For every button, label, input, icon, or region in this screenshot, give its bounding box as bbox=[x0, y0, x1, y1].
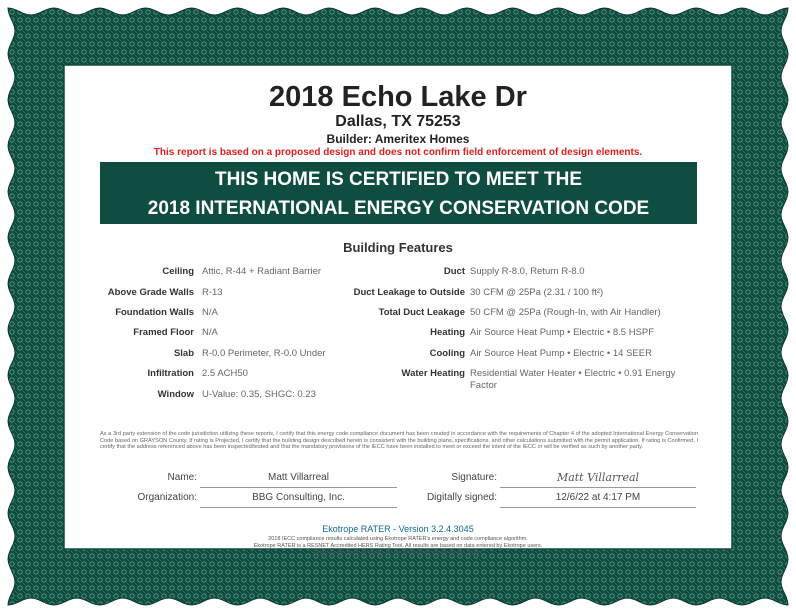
feature-label: Cooling bbox=[429, 348, 465, 359]
feature-value: 2.5 ACH50 bbox=[202, 368, 248, 379]
footer-line-3: Ekotrope disclaims all liability for the information shown on this report. bbox=[313, 550, 483, 556]
feature-value: N/A bbox=[202, 307, 218, 318]
feature-value: R-13 bbox=[202, 287, 223, 298]
name-label: Name: bbox=[167, 472, 197, 483]
address-street: 2018 Echo Lake Dr bbox=[269, 81, 527, 113]
name-underline bbox=[200, 487, 397, 488]
feature-label: Foundation Walls bbox=[115, 307, 194, 318]
feature-value: Air Source Heat Pump • Electric • 8.5 HSPF bbox=[470, 327, 655, 338]
footer-line-1: 2018 IECC compliance results calculated using Ekotrope RATER's energy and code compliance algorithm. bbox=[268, 536, 528, 542]
banner-line-2: 2018 INTERNATIONAL ENERGY CONSERVATION CODE bbox=[147, 198, 650, 219]
feature-value: 30 CFM @ 25Pa (2.31 / 100 ft²) bbox=[470, 287, 604, 298]
feature-label: Above Grade Walls bbox=[107, 287, 194, 298]
certification-banner bbox=[100, 162, 697, 224]
rater-name: Matt Villarreal bbox=[268, 472, 329, 483]
footer-line-2: Ekotrope RATER is a RESNET Accredited HERS Rating Tool. All results are based on data entered by Ekotrope users. bbox=[253, 543, 543, 549]
digitally-signed-label: Digitally signed: bbox=[426, 492, 497, 503]
feature-label: Water Heating bbox=[401, 368, 465, 379]
signature-label: Signature: bbox=[451, 472, 497, 483]
rater-signature: Matt Villarreal bbox=[556, 471, 640, 484]
feature-label: Duct bbox=[443, 266, 465, 277]
software-version: Ekotrope RATER - Version 3.2.4.3045 bbox=[322, 524, 474, 534]
feature-label: Window bbox=[157, 389, 194, 400]
feature-label: Total Duct Leakage bbox=[378, 307, 465, 318]
signed-date-underline bbox=[500, 507, 696, 508]
rater-organization: BBG Consulting, Inc. bbox=[252, 492, 345, 503]
signed-date: 12/6/22 at 4:17 PM bbox=[555, 492, 641, 503]
feature-label: Slab bbox=[173, 348, 194, 359]
feature-value: Supply R-8.0, Return R-8.0 bbox=[470, 266, 585, 277]
feature-label: Framed Floor bbox=[133, 327, 194, 338]
feature-value: U-Value: 0.35, SHGC: 0.23 bbox=[202, 389, 316, 400]
feature-label: Ceiling bbox=[162, 266, 194, 277]
feature-label: Duct Leakage to Outside bbox=[353, 287, 465, 298]
organization-label: Organization: bbox=[137, 492, 197, 503]
feature-value: Residential Water Heater • Electric • 0.91 Energy Factor bbox=[470, 368, 676, 391]
feature-value: N/A bbox=[202, 327, 218, 338]
feature-label: Infiltration bbox=[147, 368, 194, 379]
building-features-title: Building Features bbox=[343, 240, 453, 255]
address-city: Dallas, TX 75253 bbox=[335, 113, 461, 130]
builder-name: Builder: Ameritex Homes bbox=[326, 132, 470, 146]
certification-statement: As a 3rd party extension of the code jurisdiction utilizing these reports, I certify that this energy code compliance document has been created in accordance with the requirements of Chapter 4 of the adopted International Energy Conservation Code based on GRAYSON County. If rating is Projected, I certify that the building design described herein is consistent with the building plans, specifications, and other calculations submitted with the permit application. If rating is Confirmed, I certify that the address referenced above has been inspected/tested and that the mandatory provisions of the IECC have been installed to meet or exceed the intent of the IECC or will be verified as such by another party. bbox=[100, 431, 698, 451]
signature-underline bbox=[500, 487, 696, 488]
proposed-design-notice: This report is based on a proposed design and does not confirm field enforcement of design elements. bbox=[153, 147, 643, 158]
organization-underline bbox=[200, 507, 397, 508]
feature-value: 50 CFM @ 25Pa (Rough-In, with Air Handler) bbox=[470, 307, 661, 318]
feature-value: R-0.0 Perimeter, R-0.0 Under bbox=[202, 348, 326, 359]
banner-line-1: THIS HOME IS CERTIFIED TO MEET THE bbox=[214, 169, 582, 190]
feature-value: Attic, R-44 + Radiant Barrier bbox=[202, 266, 322, 277]
feature-value: Air Source Heat Pump • Electric • 14 SEER bbox=[470, 348, 652, 359]
feature-label: Heating bbox=[430, 327, 465, 338]
